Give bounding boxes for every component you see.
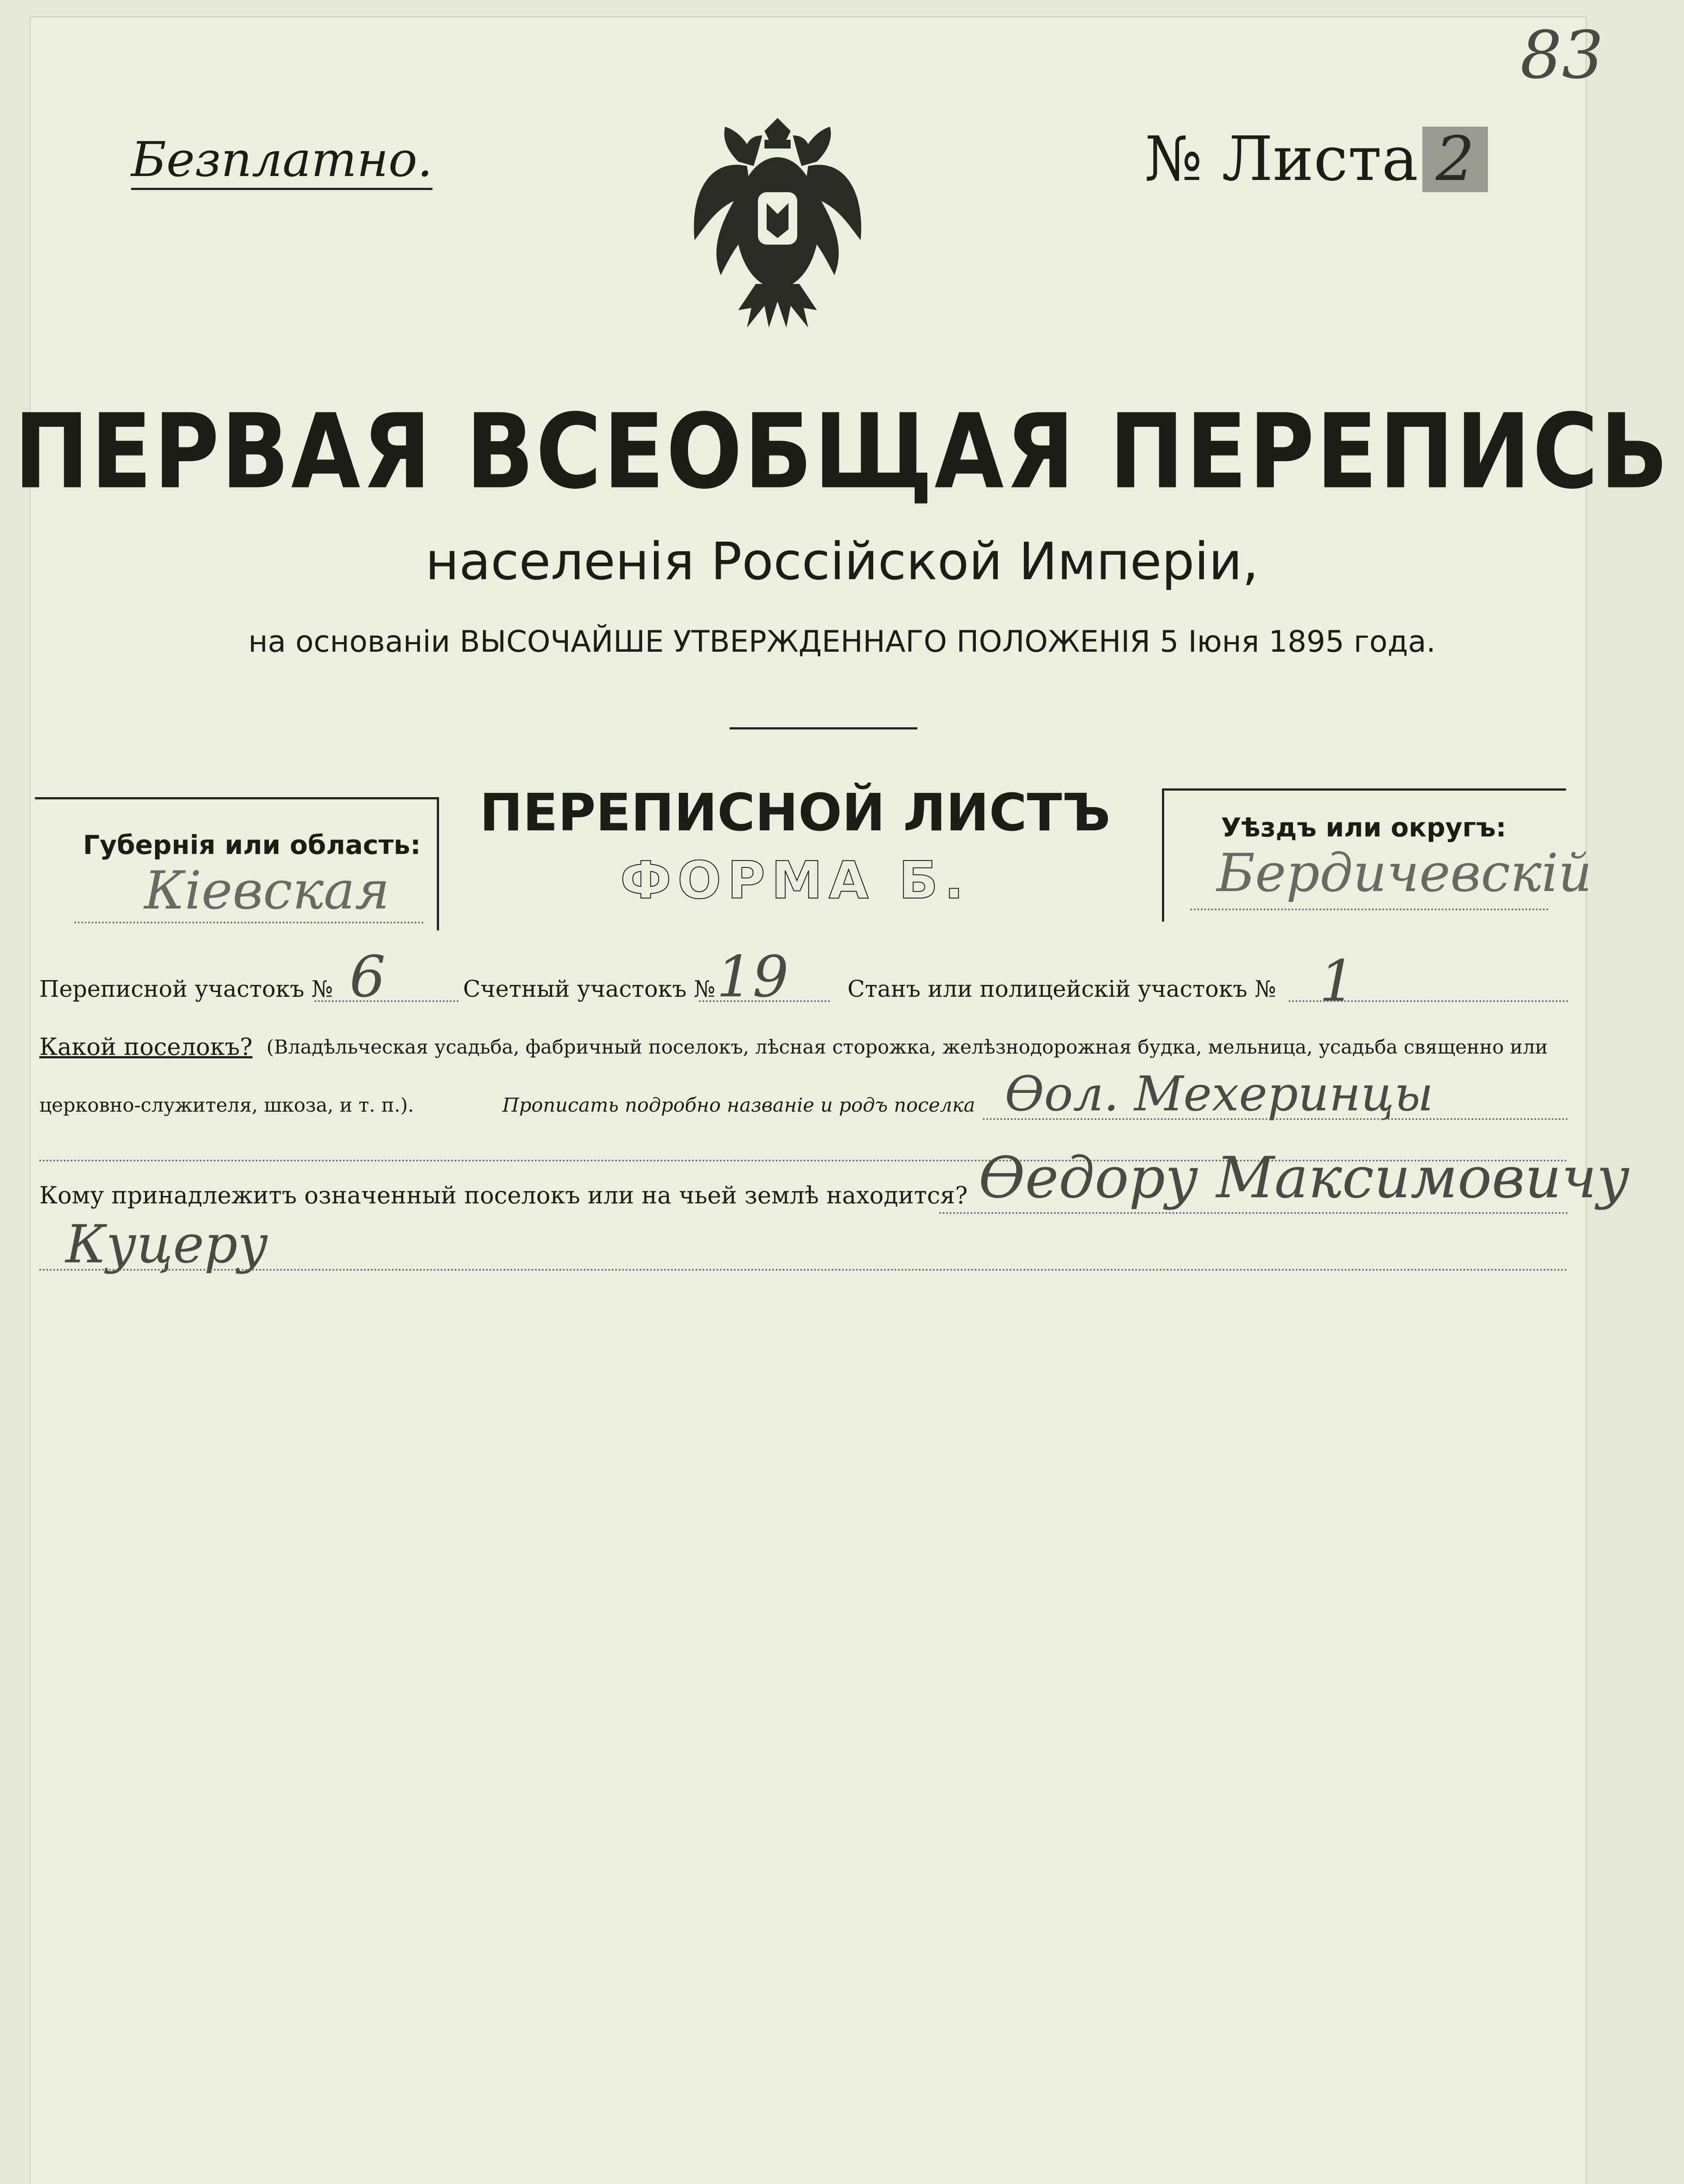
uezd-box: [1162, 788, 1592, 922]
count-district-underline: [699, 1000, 830, 1002]
stan-label: Станъ или полицейскій участокъ №: [847, 976, 1276, 1002]
owner-value-1[interactable]: Ѳедору Максимовичу: [979, 1144, 1630, 1211]
form-title: ПЕРЕПИСНОЙ ЛИСТЪ: [479, 782, 1111, 843]
census-subtitle: населенія Россійской Имперіи,: [425, 531, 1259, 591]
form-letter: ФОРМА Б.: [620, 850, 970, 910]
count-district-value[interactable]: 19: [716, 943, 789, 1010]
uezd-label: Уѣздъ или округъ:: [1221, 812, 1507, 843]
settlement-hint-italic: Прописать подробно названіе и родъ поселка: [502, 1094, 975, 1116]
count-district-label: Счетный участокъ №: [463, 976, 716, 1002]
stan-value[interactable]: 1: [1319, 948, 1355, 1014]
free-label: Безплатно.: [131, 131, 432, 190]
census-district-value[interactable]: 6: [349, 943, 386, 1010]
sheet-number: [1145, 124, 1488, 195]
title-divider: [730, 727, 917, 729]
uezd-underline: [1190, 909, 1549, 910]
settlement-hint-1: (Владѣльческая усадьба, фабричный поселокъ, лѣсная сторожка, желѣзнодорожная будка, мельница, усадьба священно или: [266, 1036, 1548, 1058]
gubernia-box: [35, 797, 439, 930]
gubernia-underline: [74, 922, 424, 923]
owner-underline-2: [39, 1269, 1568, 1271]
settlement-value[interactable]: Ѳол. Мехеринцы: [1005, 1066, 1434, 1122]
owner-question: Кому принадлежитъ означенный поселокъ или на чьей землѣ находится?: [39, 1182, 968, 1209]
census-district-label: Переписной участокъ №: [39, 976, 333, 1002]
uezd-value[interactable]: Бердичевскій: [1217, 843, 1592, 904]
settlement-question: Какой поселокъ?: [39, 1033, 252, 1061]
settlement-underline: [983, 1118, 1568, 1120]
stan-underline: [1289, 1000, 1568, 1002]
census-basis: на основаніи ВЫСОЧАЙШЕ УТВЕРЖДЕННАГО ПОЛОЖЕНІЯ 5 Іюня 1895 года.: [248, 625, 1436, 659]
gubernia-value[interactable]: Кіевская: [144, 860, 390, 921]
imperial-eagle-emblem: [681, 109, 874, 336]
sheet-number-label: № Листа: [1145, 124, 1418, 195]
owner-underline-1: [939, 1212, 1568, 1214]
settlement-hint-2: церковно-служителя, шкоза, и т. п.).: [39, 1094, 414, 1116]
sheet-number-value: 2: [1422, 127, 1487, 192]
census-title: ПЕРВАЯ ВСЕОБЩАЯ ПЕРЕПИСЬ: [14, 392, 1670, 512]
owner-value-2[interactable]: Куцеру: [66, 1214, 268, 1275]
gubernia-label: Губернія или область:: [83, 830, 421, 860]
page-number: 83: [1520, 17, 1604, 93]
census-district-underline: [315, 1000, 459, 1002]
